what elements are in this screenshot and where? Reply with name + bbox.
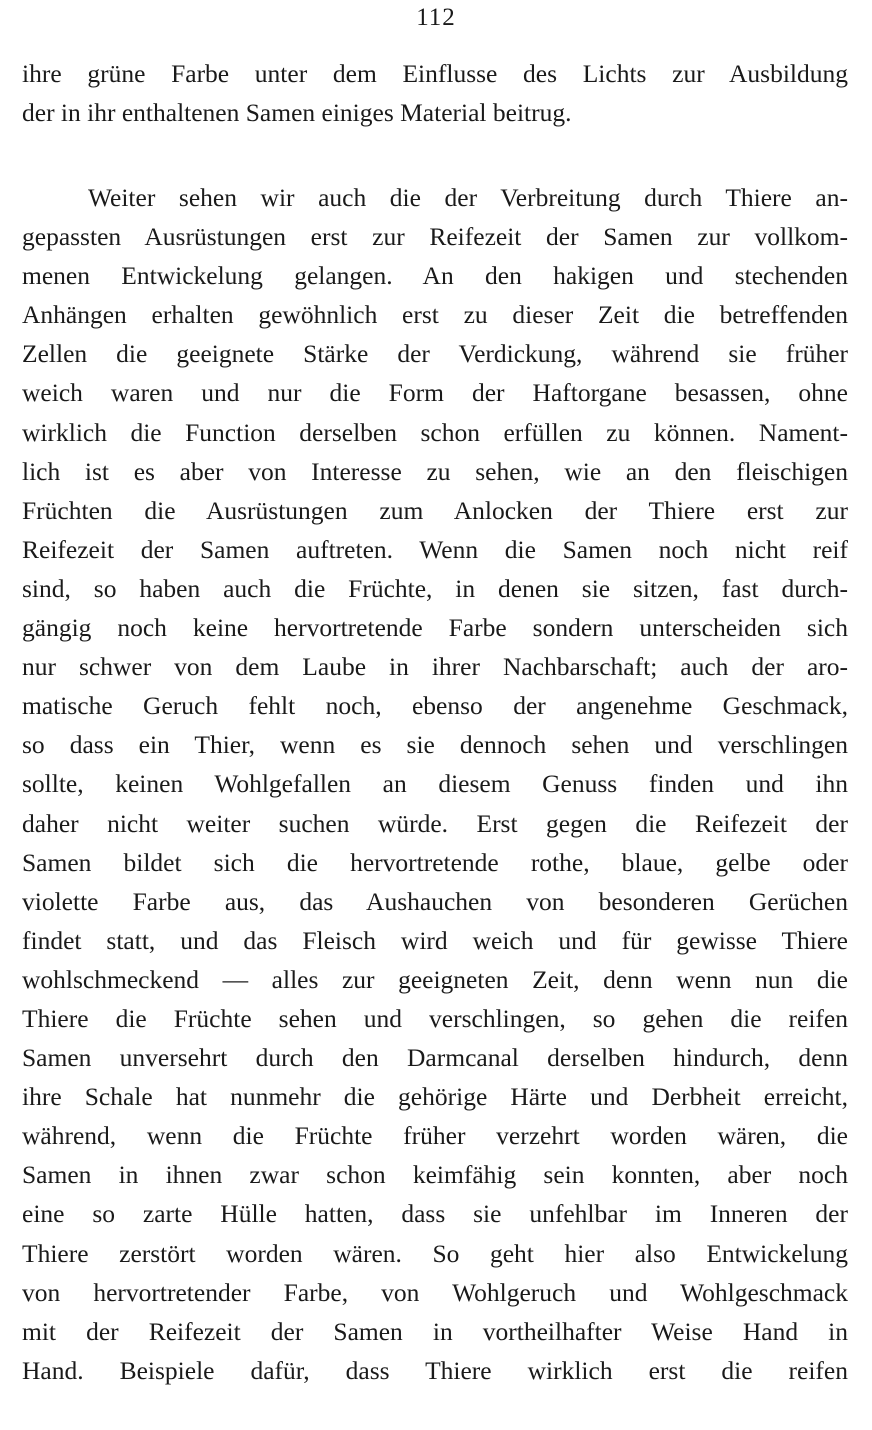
text-line: wirklich die Function derselben schon erfüllen zu können. Nament-: [22, 417, 848, 447]
text-line: wohlschmeckend — alles zur geeigneten Zeit, denn wenn nun die: [22, 964, 848, 994]
text-line: ihre grüne Farbe unter dem Einflusse des Lichts zur Ausbildung: [22, 59, 848, 88]
text-line: Samen unversehrt durch den Darmcanal derselben hindurch, denn: [22, 1043, 848, 1073]
text-line: sind, so haben auch die Früchte, in denen sie sitzen, fast durch-: [22, 573, 848, 603]
text-line: sollte, keinen Wohlgefallen an diesem Genuss finden und ihn: [22, 769, 848, 799]
paragraph-1: [22, 54, 848, 132]
text-line: Hand. Beispiele dafür, dass Thiere wirklich erst die reifen: [22, 1355, 848, 1385]
text-line: Anhängen erhalten gewöhnlich erst zu dieser Zeit die betreffenden: [22, 300, 848, 330]
text-line: weich waren und nur die Form der Haftorgane besassen, ohne: [22, 378, 848, 408]
text-line: Zellen die geeignete Stärke der Verdickung, während sie früher: [22, 339, 848, 369]
text-line: Samen in ihnen zwar schon keimfähig sein konnten, aber noch: [22, 1160, 848, 1190]
text-line: Samen bildet sich die hervortretende rothe, blaue, gelbe oder: [22, 847, 848, 877]
text-line: während, wenn die Früchte früher verzehrt worden wären, die: [22, 1121, 848, 1151]
text-line: von hervortretender Farbe, von Wohlgeruch und Wohlgeschmack: [22, 1277, 848, 1307]
text-line: Früchten die Ausrüstungen zum Anlocken der Thiere erst zur: [22, 495, 848, 525]
text-line: so dass ein Thier, wenn es sie dennoch sehen und verschlingen: [22, 730, 848, 760]
text-line: findet statt, und das Fleisch wird weich und für gewisse Thiere: [22, 925, 848, 955]
text-line: mit der Reifezeit der Samen in vortheilhafter Weise Hand in: [22, 1316, 848, 1346]
text-line: nur schwer von dem Laube in ihrer Nachbarschaft; auch der aro-: [22, 652, 848, 682]
text-line: lich ist es aber von Interesse zu sehen, wie an den fleischigen: [22, 456, 848, 486]
page-number: 112: [416, 4, 456, 31]
text-line: gängig noch keine hervortretende Farbe sondern unterscheiden sich: [22, 613, 848, 643]
text-line: Thiere die Früchte sehen und verschlingen, so gehen die reifen: [22, 1003, 848, 1033]
text-line: matische Geruch fehlt noch, ebenso der angenehme Geschmack,: [22, 691, 848, 721]
text-line: der in ihr enthaltenen Samen einiges Material beitrug.: [22, 98, 572, 128]
text-line: Thiere zerstört worden wären. So geht hier also Entwickelung: [22, 1238, 848, 1268]
text-line: gepassten Ausrüstungen erst zur Reifezeit der Samen zur vollkom-: [22, 222, 848, 252]
text-line: Weiter sehen wir auch die der Verbreitung durch Thiere an-: [88, 183, 848, 212]
paragraph-2: [22, 178, 848, 1390]
text-line: daher nicht weiter suchen würde. Erst gegen die Reifezeit der: [22, 808, 848, 838]
text-line: violette Farbe aus, das Aushauchen von besonderen Gerüchen: [22, 886, 848, 916]
text-line: eine so zarte Hülle hatten, dass sie unfehlbar im Inneren der: [22, 1199, 848, 1229]
text-line: ihre Schale hat nunmehr die gehörige Härte und Derbheit erreicht,: [22, 1082, 848, 1112]
text-line: menen Entwickelung gelangen. An den hakigen und stechenden: [22, 261, 848, 291]
text-line: Reifezeit der Samen auftreten. Wenn die Samen noch nicht reif: [22, 534, 848, 564]
